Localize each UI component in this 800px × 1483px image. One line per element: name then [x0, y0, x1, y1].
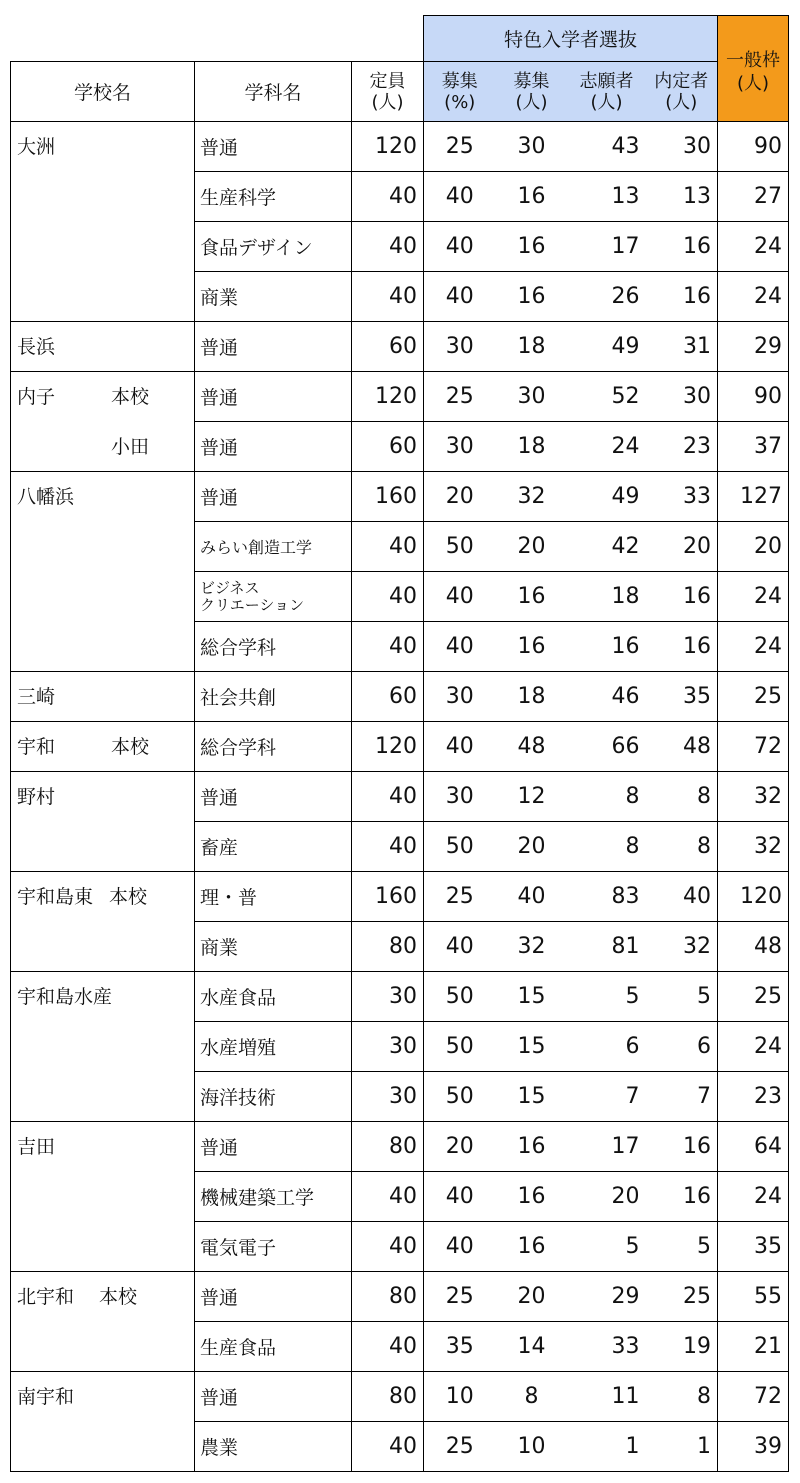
dept-name-text: 商業 — [200, 287, 239, 309]
dept-name-text: 食品デザイン — [200, 237, 313, 259]
school-name-cell — [11, 372, 195, 472]
naitei-cell: 5 — [646, 972, 718, 1022]
naitei-cell: 7 — [646, 1072, 718, 1122]
dept-name — [195, 372, 352, 422]
teiin-cell: 80 — [352, 1122, 424, 1172]
bosyu-pct-cell: 40 — [424, 1222, 496, 1272]
naitei-cell: 1 — [646, 1422, 718, 1472]
shigan-cell: 20 — [568, 1172, 646, 1222]
header-shigan-line2: (人) — [590, 91, 623, 113]
school-name-cell — [11, 872, 195, 972]
dept-name-text: 機械建築工学 — [200, 1187, 315, 1209]
table-row — [11, 122, 789, 172]
teiin-cell: 40 — [352, 822, 424, 872]
shigan-cell: 46 — [568, 672, 646, 722]
dept-name-text: 社会共創 — [200, 687, 277, 709]
teiin-cell: 60 — [352, 672, 424, 722]
dept-name — [195, 522, 352, 572]
bosyu-pct-cell: 25 — [424, 122, 496, 172]
dept-name — [195, 172, 352, 222]
shigan-cell: 17 — [568, 1122, 646, 1172]
naitei-cell: 16 — [646, 572, 718, 622]
ippan-cell: 72 — [718, 722, 789, 772]
naitei-cell: 20 — [646, 522, 718, 572]
shigan-cell: 8 — [568, 772, 646, 822]
bosyu-num-cell: 20 — [496, 522, 568, 572]
school-name: 宇和島水産 — [17, 986, 113, 1008]
shigan-cell: 83 — [568, 872, 646, 922]
bosyu-pct-cell: 40 — [424, 222, 496, 272]
ippan-cell: 24 — [718, 222, 789, 272]
teiin-cell: 120 — [352, 372, 424, 422]
naitei-cell: 8 — [646, 772, 718, 822]
bosyu-pct-cell: 25 — [424, 1272, 496, 1322]
bosyu-num-cell: 8 — [496, 1372, 568, 1422]
bosyu-num-cell: 16 — [496, 1172, 568, 1222]
school-name-cell — [11, 322, 195, 372]
naitei-cell: 23 — [646, 422, 718, 472]
bosyu-pct-cell: 40 — [424, 622, 496, 672]
dept-name-text: 総合学科 — [200, 737, 277, 759]
dept-name-text-2: クリエーション — [200, 595, 305, 614]
bosyu-pct-cell: 35 — [424, 1322, 496, 1372]
teiin-cell: 40 — [352, 622, 424, 672]
bosyu-pct-cell: 25 — [424, 1422, 496, 1472]
header-dept: 学科名 — [195, 62, 352, 122]
bosyu-num-cell: 16 — [496, 172, 568, 222]
bosyu-pct-cell: 50 — [424, 822, 496, 872]
bosyu-num-cell: 15 — [496, 1072, 568, 1122]
ippan-cell: 24 — [718, 272, 789, 322]
bosyu-num-cell: 30 — [496, 372, 568, 422]
teiin-cell: 40 — [352, 1422, 424, 1472]
shigan-cell: 1 — [568, 1422, 646, 1472]
school-name-cell — [11, 122, 195, 322]
bosyu-pct-cell: 25 — [424, 872, 496, 922]
shigan-cell: 5 — [568, 972, 646, 1022]
bosyu-pct-cell: 50 — [424, 522, 496, 572]
school-name-cell — [11, 772, 195, 872]
teiin-cell: 160 — [352, 872, 424, 922]
ippan-cell: 24 — [718, 622, 789, 672]
bosyu-pct-cell: 40 — [424, 1172, 496, 1222]
dept-name — [195, 472, 352, 522]
dept-name-text: 普通 — [200, 387, 239, 409]
dept-name — [195, 1422, 352, 1472]
dept-name — [195, 622, 352, 672]
shigan-cell: 81 — [568, 922, 646, 972]
shigan-cell: 49 — [568, 472, 646, 522]
ippan-cell: 37 — [718, 422, 789, 472]
table-row — [11, 722, 789, 772]
naitei-cell: 8 — [646, 822, 718, 872]
naitei-cell: 32 — [646, 922, 718, 972]
teiin-cell: 40 — [352, 222, 424, 272]
dept-name — [195, 1172, 352, 1222]
dept-name-text: 普通 — [200, 787, 239, 809]
dept-name-text: 総合学科 — [200, 637, 277, 659]
teiin-cell: 120 — [352, 722, 424, 772]
dept-name-text: ビジネス — [200, 578, 260, 597]
header-tokushoku: 特色入学者選抜 — [424, 16, 718, 62]
ippan-cell: 48 — [718, 922, 789, 972]
bosyu-num-cell: 48 — [496, 722, 568, 772]
teiin-cell: 80 — [352, 1272, 424, 1322]
bosyu-num-cell: 16 — [496, 222, 568, 272]
table-row — [11, 472, 789, 522]
dept-name — [195, 422, 352, 472]
ippan-cell: 24 — [718, 1022, 789, 1072]
school-campus: 本校 — [111, 736, 150, 758]
shigan-cell: 42 — [568, 522, 646, 572]
bosyu-num-cell: 20 — [496, 822, 568, 872]
ippan-cell: 32 — [718, 772, 789, 822]
table-row — [11, 372, 789, 422]
ippan-cell: 23 — [718, 1072, 789, 1122]
bosyu-num-cell: 16 — [496, 572, 568, 622]
shigan-cell: 26 — [568, 272, 646, 322]
bosyu-pct-cell: 40 — [424, 572, 496, 622]
dept-name — [195, 272, 352, 322]
header-ippan-line2: (人) — [736, 72, 770, 94]
school-name: 野村 — [17, 786, 56, 808]
bosyu-num-cell: 15 — [496, 1022, 568, 1072]
school-name-cell — [11, 972, 195, 1122]
dept-name-text: 生産食品 — [200, 1337, 277, 1359]
dept-name-text: 普通 — [200, 137, 239, 159]
admissions-table — [10, 15, 789, 1472]
table-row — [11, 972, 789, 1022]
dept-name — [195, 1022, 352, 1072]
dept-name — [195, 222, 352, 272]
school-name: 長浜 — [17, 336, 56, 358]
shigan-cell: 16 — [568, 622, 646, 672]
dept-name — [195, 1222, 352, 1272]
shigan-cell: 52 — [568, 372, 646, 422]
bosyu-num-cell: 16 — [496, 1222, 568, 1272]
dept-name — [195, 122, 352, 172]
table-row — [11, 772, 789, 822]
teiin-cell: 60 — [352, 422, 424, 472]
naitei-cell: 31 — [646, 322, 718, 372]
school-campus-2: 小田 — [111, 436, 150, 458]
bosyu-pct-cell: 20 — [424, 472, 496, 522]
bosyu-pct-cell: 50 — [424, 1022, 496, 1072]
dept-name-text: 普通 — [200, 1287, 239, 1309]
shigan-cell: 17 — [568, 222, 646, 272]
shigan-cell: 49 — [568, 322, 646, 372]
bosyu-num-cell: 32 — [496, 472, 568, 522]
header-blank — [11, 16, 424, 62]
bosyu-num-cell: 14 — [496, 1322, 568, 1372]
ippan-cell: 21 — [718, 1322, 789, 1372]
header-ippan — [718, 16, 789, 122]
header-naitei-line2: (人) — [665, 91, 698, 113]
header-teiin-line2: (人) — [371, 91, 404, 113]
school-name-cell — [11, 672, 195, 722]
ippan-cell: 127 — [718, 472, 789, 522]
dept-name-text: 畜産 — [200, 837, 239, 859]
dept-name-text: 理・普 — [200, 887, 258, 909]
bosyu-num-cell: 40 — [496, 872, 568, 922]
dept-name-text: 電気電子 — [200, 1237, 277, 1259]
bosyu-num-cell: 18 — [496, 672, 568, 722]
naitei-cell: 8 — [646, 1372, 718, 1422]
bosyu-pct-cell: 30 — [424, 772, 496, 822]
header-naitei-line1: 内定者 — [654, 70, 709, 92]
ippan-cell: 24 — [718, 572, 789, 622]
teiin-cell: 80 — [352, 1372, 424, 1422]
dept-name — [195, 1122, 352, 1172]
school-name-cell — [11, 722, 195, 772]
teiin-cell: 40 — [352, 1222, 424, 1272]
naitei-cell: 33 — [646, 472, 718, 522]
dept-name-text: 水産増殖 — [200, 1037, 277, 1059]
school-campus: 本校 — [111, 386, 150, 408]
school-name-cell — [11, 472, 195, 672]
ippan-cell: 25 — [718, 672, 789, 722]
naitei-cell: 16 — [646, 622, 718, 672]
bosyu-pct-cell: 40 — [424, 722, 496, 772]
naitei-cell: 16 — [646, 1172, 718, 1222]
school-name: 内子 — [17, 386, 56, 408]
naitei-cell: 16 — [646, 272, 718, 322]
dept-name-text: 水産食品 — [200, 987, 277, 1009]
school-campus: 本校 — [109, 886, 148, 908]
ippan-cell: 64 — [718, 1122, 789, 1172]
table-row — [11, 322, 789, 372]
school-name: 南宇和 — [17, 1386, 75, 1408]
bosyu-pct-cell: 30 — [424, 672, 496, 722]
dept-name — [195, 1372, 352, 1422]
teiin-cell: 120 — [352, 122, 424, 172]
naitei-cell: 13 — [646, 172, 718, 222]
school-name: 宇和 — [17, 736, 56, 758]
school-name-cell — [11, 1372, 195, 1472]
bosyu-num-cell: 18 — [496, 422, 568, 472]
shigan-cell: 11 — [568, 1372, 646, 1422]
dept-name-text: 普通 — [200, 337, 239, 359]
bosyu-pct-cell: 40 — [424, 922, 496, 972]
ippan-cell: 72 — [718, 1372, 789, 1422]
bosyu-num-cell: 18 — [496, 322, 568, 372]
bosyu-num-cell: 16 — [496, 1122, 568, 1172]
header-ippan-line1: 一般枠 — [726, 49, 780, 71]
bosyu-pct-cell: 40 — [424, 272, 496, 322]
teiin-cell: 40 — [352, 772, 424, 822]
dept-name — [195, 822, 352, 872]
teiin-cell: 40 — [352, 522, 424, 572]
school-name: 宇和島東 — [17, 886, 94, 908]
bosyu-num-cell: 16 — [496, 272, 568, 322]
ippan-cell: 39 — [718, 1422, 789, 1472]
school-name-cell — [11, 1272, 195, 1372]
naitei-cell: 35 — [646, 672, 718, 722]
school-name: 吉田 — [17, 1136, 56, 1158]
dept-name — [195, 972, 352, 1022]
dept-name-text: 普通 — [200, 487, 239, 509]
header-teiin-line1: 定員 — [369, 70, 406, 92]
dept-name — [195, 922, 352, 972]
school-name: 北宇和 — [17, 1286, 75, 1308]
school-name: 三崎 — [17, 686, 56, 708]
bosyu-pct-cell: 40 — [424, 172, 496, 222]
bosyu-num-cell: 15 — [496, 972, 568, 1022]
header-shigan-line1: 志願者 — [579, 70, 634, 92]
header-shigan — [568, 62, 646, 122]
header-teiin — [352, 62, 424, 122]
bosyu-num-cell: 16 — [496, 622, 568, 672]
bosyu-pct-cell: 30 — [424, 322, 496, 372]
bosyu-pct-cell: 20 — [424, 1122, 496, 1172]
shigan-cell: 8 — [568, 822, 646, 872]
naitei-cell: 5 — [646, 1222, 718, 1272]
dept-name-text: 普通 — [200, 1137, 239, 1159]
header-bosyu-num-line2: (人) — [515, 91, 548, 113]
dept-name-text: 農業 — [200, 1437, 239, 1459]
naitei-cell: 16 — [646, 222, 718, 272]
school-name: 八幡浜 — [17, 486, 75, 508]
dept-name-text: 生産科学 — [200, 187, 277, 209]
header-bosyu-pct-line2: (%) — [444, 91, 476, 113]
bosyu-pct-cell: 30 — [424, 422, 496, 472]
bosyu-num-cell: 30 — [496, 122, 568, 172]
ippan-cell: 120 — [718, 872, 789, 922]
teiin-cell: 40 — [352, 172, 424, 222]
dept-name — [195, 1272, 352, 1322]
ippan-cell: 90 — [718, 372, 789, 422]
bosyu-num-cell: 32 — [496, 922, 568, 972]
dept-name — [195, 672, 352, 722]
ippan-cell: 24 — [718, 1172, 789, 1222]
dept-name-text: みらい創造工学 — [200, 538, 313, 557]
naitei-cell: 48 — [646, 722, 718, 772]
header-school: 学校名 — [11, 62, 195, 122]
dept-name — [195, 572, 352, 622]
naitei-cell: 40 — [646, 872, 718, 922]
ippan-cell: 29 — [718, 322, 789, 372]
shigan-cell: 33 — [568, 1322, 646, 1372]
bosyu-num-cell: 12 — [496, 772, 568, 822]
dept-name-text: 普通 — [200, 1387, 239, 1409]
naitei-cell: 25 — [646, 1272, 718, 1322]
shigan-cell: 7 — [568, 1072, 646, 1122]
header-bosyu-pct — [424, 62, 496, 122]
header-bosyu-num — [496, 62, 568, 122]
teiin-cell: 40 — [352, 572, 424, 622]
teiin-cell: 40 — [352, 1172, 424, 1222]
naitei-cell: 30 — [646, 122, 718, 172]
table-row — [11, 672, 789, 722]
shigan-cell: 6 — [568, 1022, 646, 1072]
dept-name — [195, 872, 352, 922]
shigan-cell: 24 — [568, 422, 646, 472]
naitei-cell: 19 — [646, 1322, 718, 1372]
header-naitei — [646, 62, 718, 122]
teiin-cell: 30 — [352, 1022, 424, 1072]
bosyu-pct-cell: 50 — [424, 1072, 496, 1122]
ippan-cell: 90 — [718, 122, 789, 172]
shigan-cell: 5 — [568, 1222, 646, 1272]
table-body — [11, 122, 789, 1472]
naitei-cell: 30 — [646, 372, 718, 422]
naitei-cell: 16 — [646, 1122, 718, 1172]
bosyu-num-cell: 20 — [496, 1272, 568, 1322]
teiin-cell: 40 — [352, 272, 424, 322]
ippan-cell: 55 — [718, 1272, 789, 1322]
school-name-cell — [11, 1122, 195, 1272]
header-bosyu-pct-line1: 募集 — [441, 70, 478, 92]
shigan-cell: 18 — [568, 572, 646, 622]
shigan-cell: 29 — [568, 1272, 646, 1322]
dept-name — [195, 1322, 352, 1372]
school-name: 大洲 — [17, 136, 56, 158]
shigan-cell: 43 — [568, 122, 646, 172]
school-campus: 本校 — [99, 1286, 138, 1308]
dept-name — [195, 772, 352, 822]
dept-name — [195, 1072, 352, 1122]
dept-name — [195, 322, 352, 372]
ippan-cell: 27 — [718, 172, 789, 222]
teiin-cell: 30 — [352, 1072, 424, 1122]
bosyu-pct-cell: 25 — [424, 372, 496, 422]
dept-name — [195, 722, 352, 772]
table-row — [11, 1122, 789, 1172]
shigan-cell: 13 — [568, 172, 646, 222]
dept-name-text: 普通 — [200, 437, 239, 459]
teiin-cell: 60 — [352, 322, 424, 372]
ippan-cell: 25 — [718, 972, 789, 1022]
header-bosyu-num-line1: 募集 — [513, 70, 550, 92]
table-row — [11, 872, 789, 922]
table-row — [11, 1372, 789, 1422]
dept-name-text: 商業 — [200, 937, 239, 959]
teiin-cell: 80 — [352, 922, 424, 972]
ippan-cell: 20 — [718, 522, 789, 572]
teiin-cell: 30 — [352, 972, 424, 1022]
bosyu-pct-cell: 10 — [424, 1372, 496, 1422]
teiin-cell: 160 — [352, 472, 424, 522]
bosyu-pct-cell: 50 — [424, 972, 496, 1022]
teiin-cell: 40 — [352, 1322, 424, 1372]
naitei-cell: 6 — [646, 1022, 718, 1072]
ippan-cell: 32 — [718, 822, 789, 872]
dept-name-text: 海洋技術 — [200, 1087, 277, 1109]
shigan-cell: 66 — [568, 722, 646, 772]
ippan-cell: 35 — [718, 1222, 789, 1272]
table-row — [11, 1272, 789, 1322]
bosyu-num-cell: 10 — [496, 1422, 568, 1472]
